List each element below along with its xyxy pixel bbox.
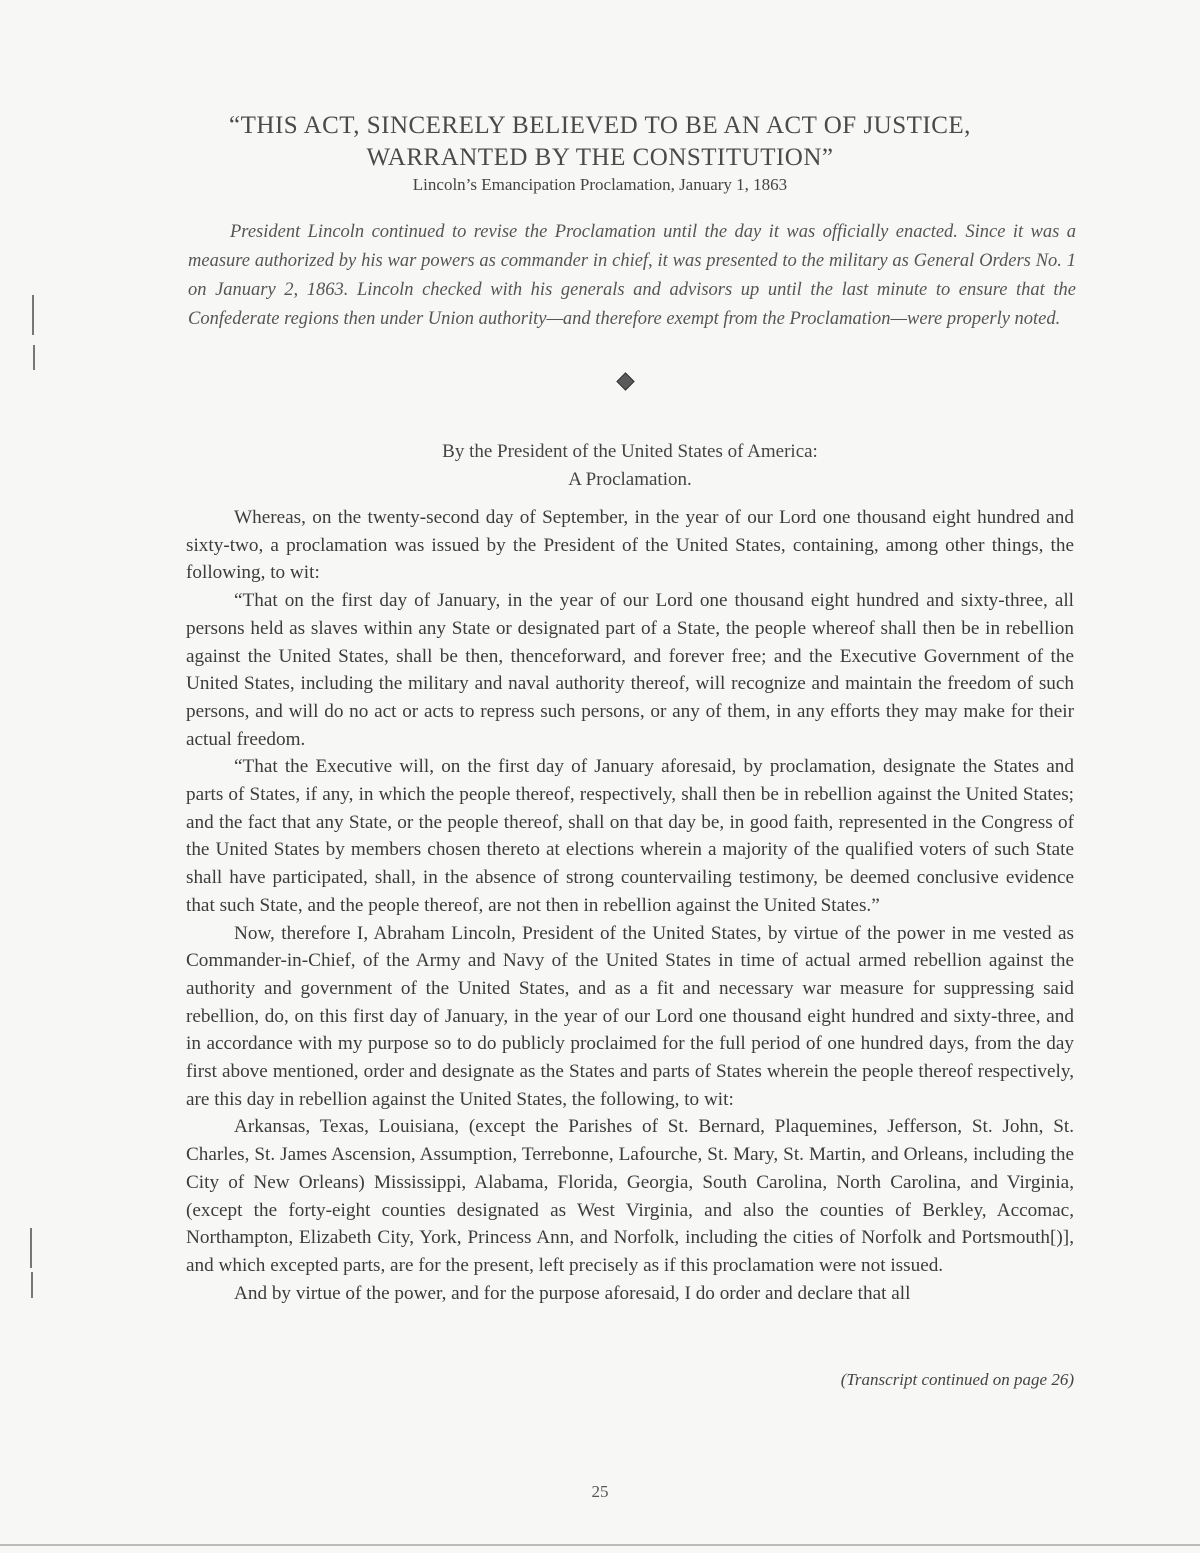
proclamation-subheading: A Proclamation. — [568, 469, 692, 490]
body-paragraph: Now, therefore I, Abraham Lincoln, President of the United States, by virtue of the power in me vested as Commander-in-Chief, of the Army and Navy of the United States in time of actual armed rebellion against the authority and government of the United States, and as a fit and necessary war measure for suppressing said rebellion, do, on this first day of January, in the year of our Lord one thousand eight hundred and sixty-three, and in accordance with my purpose so to do publicly proclaimed for the full period of one hundred days, from the day first above mentioned, order and designate as the States and parts of States wherein the people thereof respectively, are this day in rebellion against the United States, the following, to wit: — [186, 922, 1074, 1110]
body-paragraph: Arkansas, Texas, Louisiana, (except the Parishes of St. Bernard, Plaquemines, Jefferson, St. John, St. Charles, St. James Ascension, Assumption, Terrebonne, Lafourche, St. Mary, St. Martin, and Orleans, including the City of New Orleans) Mississippi, Alabama, Florida, Georgia, South Carolina, North Carolina, and Virginia, (except the forty-eight counties designated as West Virginia, and also the counties of Berkley, Accomac, Northampton, Elizabeth City, York, Princess Ann, and Norfolk, including the cities of Norfolk and Portsmouth[)], and which excepted parts, are for the present, left precisely as if this proclamation were not issued. — [186, 1116, 1074, 1276]
body-paragraph: “That on the first day of January, in the year of our Lord one thousand eight hundred and sixty-three, all persons held as slaves within any State or designated part of a State, the people whereof shall then be in rebellion against the United States, shall be then, thenceforward, and forever free; and the Executive Government of the United States, including the military and naval authority thereof, will recognize and maintain the freedom of such persons, and will do no act or acts to repress such persons, or any of them, in any efforts they may make for their actual freedom. — [186, 590, 1074, 750]
scan-artifact — [32, 295, 34, 335]
body-paragraph: “That the Executive will, on the first day of January aforesaid, by proclamation, designate the States and parts of States, if any, in which the people thereof, respectively, shall then be in rebellion against the United States; and the fact that any State, or the people thereof, shall on that day be, in good faith, represented in the Congress of the United States by members chosen thereto at elections wherein a majority of the qualified voters of such State shall have participated, shall, in the absence of strong countervailing testimony, be deemed conclusive evidence that such State, and the people thereof, are not then in rebellion against the United States.” — [186, 756, 1074, 916]
continued-note: (Transcript continued on page 26) — [840, 1370, 1074, 1389]
scan-edge-line — [0, 1544, 1200, 1546]
diamond-ornament-icon — [616, 372, 634, 390]
proclamation-heading: By the President of the United States of America: — [442, 441, 818, 462]
page-number: 25 — [591, 1482, 609, 1501]
scan-artifact — [31, 1272, 33, 1298]
body-paragraph: Whereas, on the twenty-second day of September, in the year of our Lord one thousand eight hundred and sixty-two, a proclamation was issued by the President of the United States, containing, among other things, the following, to wit: — [186, 507, 1074, 584]
title-line-2: WARRANTED BY THE CONSTITUTION” — [366, 144, 834, 171]
body-paragraph: And by virtue of the power, and for the purpose aforesaid, I do order and declare that all — [234, 1282, 911, 1304]
scan-artifact — [30, 1228, 32, 1268]
intro-paragraph: President Lincoln continued to revise the Proclamation until the day it was officially enacted. Since it was a measure authorized by his war powers as commander in chief, it was presented to the military as General Orders No. 1 on January 2, 1863. Lincoln checked with his generals and advisors up until the last minute to ensure that the Confederate regions then under Union authority—and therefore exempt from the Proclamation—were properly noted. — [188, 222, 1076, 329]
title-line-1: “THIS ACT, SINCERELY BELIEVED TO BE AN ACT OF JUSTICE, — [229, 112, 971, 139]
scan-artifact — [33, 345, 35, 370]
subtitle: Lincoln’s Emancipation Proclamation, January 1, 1863 — [412, 175, 788, 194]
proclamation-body — [186, 504, 1074, 1307]
